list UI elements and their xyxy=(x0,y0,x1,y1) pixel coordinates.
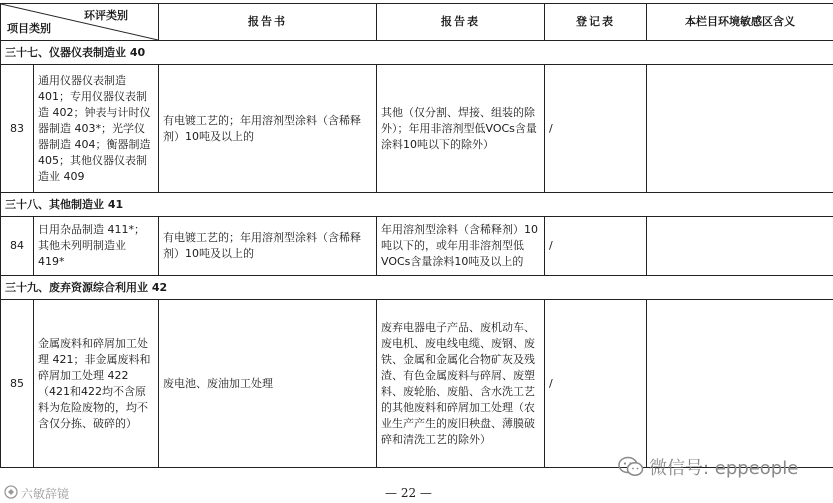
report-form-cell: 年用溶剂型涂料（含稀释剂）10吨以下的，或年用非溶剂型低VOCs含量涂料10吨及以上的 xyxy=(377,217,545,276)
report-form-cell: 废弃电器电子产品、废机动车、废电机、废电线电缆、废钢、废铁、金属和金属化合物矿灰及残渣、有色金属废料与碎屑、废塑料、废轮胎、废船、含水洗工艺的其他废料和碎屑加工处理（农业生产产生的废旧秧盘、薄膜破碎和清洗工艺的除外） xyxy=(377,300,545,468)
sensitive-area-header: 本栏目环境敏感区含义 xyxy=(647,4,833,41)
project-category-cell: 金属废料和碎屑加工处理 421；非金属废料和碎屑加工处理 422（421和422均不含原料为危险废物的，均不含仅分拣、破碎的） xyxy=(34,300,159,468)
row-number: 83 xyxy=(1,65,34,193)
report-form-header: 报告表 xyxy=(377,4,545,41)
table-header-row xyxy=(1,4,833,41)
eia-classification-table xyxy=(0,3,833,468)
logo-text: 六敏辞镜 xyxy=(21,487,70,501)
page-footer xyxy=(0,484,833,503)
section-title: 三十七、仪器仪表制造业 40 xyxy=(1,41,833,65)
section-row xyxy=(1,276,833,300)
report-book-cell: 废电池、废油加工处理 xyxy=(159,300,377,468)
report-form-cell: 其他（仅分割、焊接、组装的除外）；年用非溶剂型低VOCs含量涂料10吨以下的除外） xyxy=(377,65,545,193)
sensitive-area-cell xyxy=(647,300,833,468)
register-form-cell: / xyxy=(545,65,647,193)
section-row xyxy=(1,41,833,65)
watermark-logo xyxy=(4,485,69,502)
wechat-icon xyxy=(618,456,644,478)
project-category-label: 项目类别 xyxy=(7,22,51,35)
register-form-cell: / xyxy=(545,217,647,276)
row-number: 84 xyxy=(1,217,34,276)
report-book-header: 报告书 xyxy=(159,4,377,41)
sensitive-area-cell xyxy=(647,217,833,276)
project-category-cell: 通用仪器仪表制造 401；专用仪器仪表制造 402；钟表与计时仪器制造 403*；光学仪器制造 404；衡器制造 405；其他仪器仪表制造业 409 xyxy=(34,65,159,193)
table-row xyxy=(1,217,833,276)
table-row xyxy=(1,300,833,468)
diagonal-header-cell xyxy=(1,4,159,41)
page-number: — 22 — xyxy=(385,486,432,500)
report-book-cell: 有电镀工艺的；年用溶剂型涂料（含稀释剂）10吨及以上的 xyxy=(159,65,377,193)
section-title: 三十八、其他制造业 41 xyxy=(1,193,833,217)
section-row xyxy=(1,193,833,217)
wechat-watermark xyxy=(618,454,798,480)
sensitive-area-cell xyxy=(647,65,833,193)
report-book-cell: 有电镀工艺的；年用溶剂型涂料（含稀释剂）10吨及以上的 xyxy=(159,217,377,276)
table-row xyxy=(1,65,833,193)
project-category-cell: 日用杂品制造 411*；其他未列明制造业 419* xyxy=(34,217,159,276)
row-number: 85 xyxy=(1,300,34,468)
register-form-header: 登记表 xyxy=(545,4,647,41)
wechat-id-text: 微信号: eppeople xyxy=(649,458,799,479)
register-form-cell: / xyxy=(545,300,647,468)
logo-icon xyxy=(4,485,18,502)
eia-category-label: 环评类别 xyxy=(84,9,128,22)
section-title: 三十九、废弃资源综合利用业 42 xyxy=(1,276,833,300)
